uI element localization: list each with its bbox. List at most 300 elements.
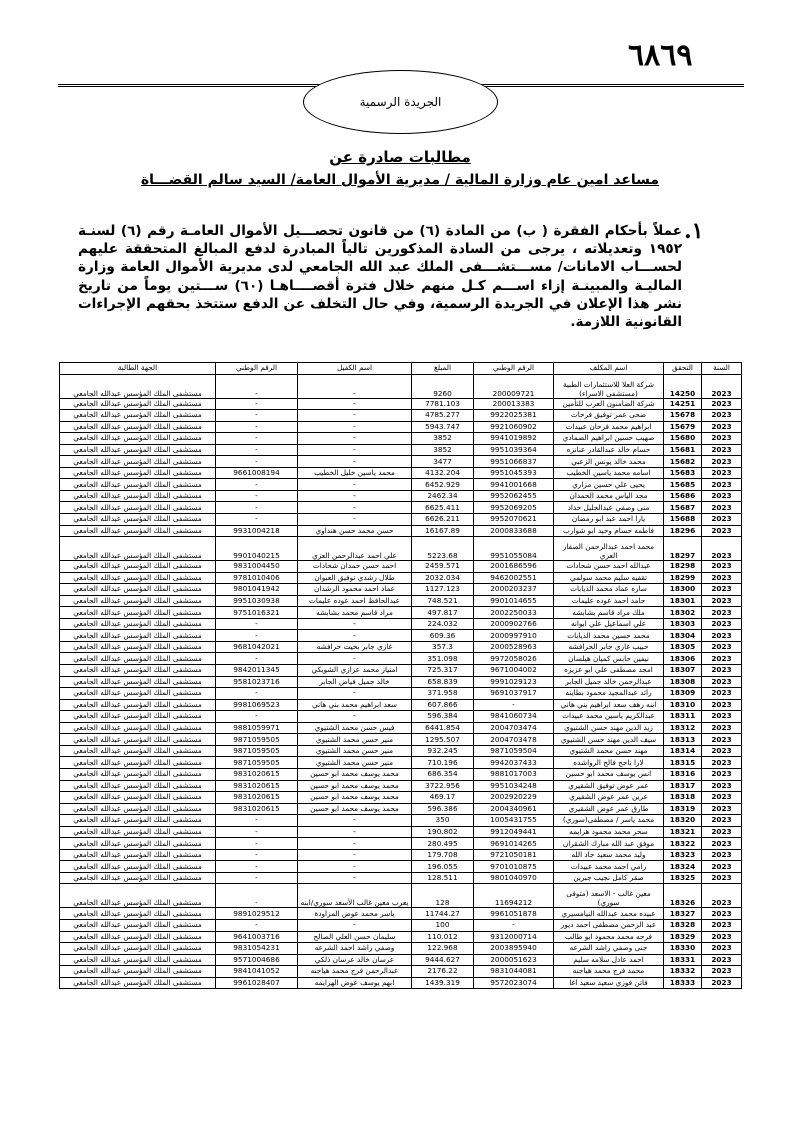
cell-requesting-body: مستشفى الملك المؤسس عبدالله الجامعي bbox=[60, 861, 216, 873]
table-row bbox=[60, 908, 742, 920]
table-row bbox=[60, 722, 742, 734]
cell-national-id: 9951055084 bbox=[474, 537, 554, 561]
cell-claim-no: 15680 bbox=[664, 433, 702, 445]
cell-year: 2023 bbox=[702, 561, 742, 573]
cell-amount: 179.708 bbox=[412, 849, 474, 861]
cell-national-id: 9801040970 bbox=[474, 872, 554, 884]
header-debtor-name: اسم المكلف bbox=[554, 363, 664, 375]
table-row bbox=[60, 815, 742, 827]
cell-national-id: 9952069205 bbox=[474, 502, 554, 514]
cell-national-id: - bbox=[474, 919, 554, 931]
cell-amount: 596.386 bbox=[412, 803, 474, 815]
cell-amount: 3852 bbox=[412, 444, 474, 456]
cell-year: 2023 bbox=[702, 607, 742, 619]
cell-amount: 190.802 bbox=[412, 826, 474, 838]
table-row bbox=[60, 653, 742, 665]
cell-year: 2023 bbox=[702, 537, 742, 561]
cell-requesting-body: مستشفى الملك المؤسس عبدالله الجامعي bbox=[60, 688, 216, 700]
cell-year: 2023 bbox=[702, 595, 742, 607]
cell-requesting-body: مستشفى الملك المؤسس عبدالله الجامعي bbox=[60, 676, 216, 688]
cell-debtor-name: محمد خالد يونس الزعبي bbox=[554, 456, 664, 468]
cell-national-id: 9952070621 bbox=[474, 514, 554, 526]
cell-amount: 607.866 bbox=[412, 699, 474, 711]
cell-year: 2023 bbox=[702, 931, 742, 943]
cell-year: 2023 bbox=[702, 676, 742, 688]
cell-amount: 6625.411 bbox=[412, 502, 474, 514]
cell-guarantor-name: محمد يوسف محمد ابو حسين bbox=[298, 803, 412, 815]
cell-amount: 710.196 bbox=[412, 757, 474, 769]
cell-national-id: 9952062455 bbox=[474, 490, 554, 502]
cell-claim-no: 18322 bbox=[664, 838, 702, 850]
table-row bbox=[60, 792, 742, 804]
table-row bbox=[60, 410, 742, 422]
cell-guarantor-name: سعد ابراهيم محمد بني هاني bbox=[298, 699, 412, 711]
cell-guarantor-id: - bbox=[216, 884, 298, 908]
cell-year: 2023 bbox=[702, 502, 742, 514]
cell-amount: 11744.27 bbox=[412, 908, 474, 920]
cell-debtor-name: اسامه محمد ياسين الخطيب bbox=[554, 467, 664, 479]
header-national-id: الرقم الوطني bbox=[474, 363, 554, 375]
cell-national-id: 9951066837 bbox=[474, 456, 554, 468]
cell-claim-no: 15679 bbox=[664, 421, 702, 433]
cell-year: 2023 bbox=[702, 780, 742, 792]
cell-amount: 4132.204 bbox=[412, 467, 474, 479]
table-row bbox=[60, 479, 742, 491]
cell-national-id: 11694212 bbox=[474, 884, 554, 908]
cell-requesting-body: مستشفى الملك المؤسس عبدالله الجامعي bbox=[60, 595, 216, 607]
cell-debtor-name: نيفين حابس كميان هيلسان bbox=[554, 653, 664, 665]
cell-guarantor-name: - bbox=[298, 815, 412, 827]
cell-guarantor-id: 9681042021 bbox=[216, 641, 298, 653]
cell-requesting-body: مستشفى الملك المؤسس عبدالله الجامعي bbox=[60, 699, 216, 711]
cell-guarantor-name: محمد يوسف محمد ابو حسين bbox=[298, 780, 412, 792]
cell-amount: 1295.507 bbox=[412, 734, 474, 746]
table-row bbox=[60, 757, 742, 769]
cell-national-id: 200013383 bbox=[474, 398, 554, 410]
cell-debtor-name: موفق عبد الله مبارك الشقران bbox=[554, 838, 664, 850]
cell-claim-no: 18312 bbox=[664, 722, 702, 734]
cell-national-id: 9701010875 bbox=[474, 861, 554, 873]
cell-amount: 2462.34 bbox=[412, 490, 474, 502]
cell-year: 2023 bbox=[702, 722, 742, 734]
cell-debtor-name: سحر محمد محمود هزايمه bbox=[554, 826, 664, 838]
cell-debtor-name: شركة الضامنون العرب للتأمين bbox=[554, 398, 664, 410]
cell-year: 2023 bbox=[702, 699, 742, 711]
cell-requesting-body: مستشفى الملك المؤسس عبدالله الجامعي bbox=[60, 908, 216, 920]
cell-requesting-body: مستشفى الملك المؤسس عبدالله الجامعي bbox=[60, 977, 216, 989]
cell-claim-no: 18327 bbox=[664, 908, 702, 920]
cell-national-id: 9942037433 bbox=[474, 757, 554, 769]
cell-guarantor-id: - bbox=[216, 919, 298, 931]
table-row bbox=[60, 398, 742, 410]
cell-requesting-body: مستشفى الملك المؤسس عبدالله الجامعي bbox=[60, 607, 216, 619]
cell-debtor-name: رائد عبدالمجيد محمود بطاينه bbox=[554, 688, 664, 700]
cell-claim-no: 18315 bbox=[664, 757, 702, 769]
cell-debtor-name: انس يوسف محمد ابو حسين bbox=[554, 768, 664, 780]
cell-guarantor-id: - bbox=[216, 653, 298, 665]
cell-guarantor-name: - bbox=[298, 688, 412, 700]
cell-amount: 371.958 bbox=[412, 688, 474, 700]
cell-guarantor-id: - bbox=[216, 618, 298, 630]
cell-guarantor-name: - bbox=[298, 849, 412, 861]
cell-amount: 357.3 bbox=[412, 641, 474, 653]
cell-claim-no: 18296 bbox=[664, 525, 702, 537]
cell-debtor-name: سيف الدين مهند حسن الشتيوي bbox=[554, 734, 664, 746]
cell-amount: 9444.627 bbox=[412, 954, 474, 966]
cell-requesting-body: مستشفى الملك المؤسس عبدالله الجامعي bbox=[60, 838, 216, 850]
cell-guarantor-id: 9842011345 bbox=[216, 665, 298, 677]
cell-requesting-body: مستشفى الملك المؤسس عبدالله الجامعي bbox=[60, 410, 216, 422]
cell-guarantor-name: عبدالرحمن فرج محمد هياجنه bbox=[298, 966, 412, 978]
cell-year: 2023 bbox=[702, 734, 742, 746]
cell-year: 2023 bbox=[702, 630, 742, 642]
cell-guarantor-name: خالد جميل فياض الجابر bbox=[298, 676, 412, 688]
cell-national-id: 200009721 bbox=[474, 374, 554, 398]
cell-claim-no: 18305 bbox=[664, 641, 702, 653]
claims-subtitle: مساعد امين عام وزارة المالية / مديرية الأموال العامة/ السيد سالم القضـــاة bbox=[140, 172, 660, 188]
cell-amount: 110.012 bbox=[412, 931, 474, 943]
header-requesting-body: الجهة الطالبة bbox=[60, 363, 216, 375]
cell-guarantor-id: - bbox=[216, 711, 298, 723]
table-row bbox=[60, 745, 742, 757]
cell-national-id: 2004703478 bbox=[474, 734, 554, 746]
cell-guarantor-id: - bbox=[216, 421, 298, 433]
cell-requesting-body: مستشفى الملك المؤسس عبدالله الجامعي bbox=[60, 768, 216, 780]
cell-claim-no: 18304 bbox=[664, 630, 702, 642]
table-row bbox=[60, 584, 742, 596]
cell-year: 2023 bbox=[702, 374, 742, 398]
cell-requesting-body: مستشفى الملك المؤسس عبدالله الجامعي bbox=[60, 780, 216, 792]
cell-guarantor-id: 9751016321 bbox=[216, 607, 298, 619]
cell-debtor-name: صهيب حسين ابراهيم الصمادي bbox=[554, 433, 664, 445]
table-row bbox=[60, 826, 742, 838]
cell-guarantor-id: 9831020615 bbox=[216, 803, 298, 815]
cell-amount: 5223.68 bbox=[412, 537, 474, 561]
cell-claim-no: 18316 bbox=[664, 768, 702, 780]
cell-year: 2023 bbox=[702, 884, 742, 908]
cell-amount: 4785.277 bbox=[412, 410, 474, 422]
cell-claim-no: 15688 bbox=[664, 514, 702, 526]
cell-guarantor-id: 9831054231 bbox=[216, 943, 298, 955]
cell-requesting-body: مستشفى الملك المؤسس عبدالله الجامعي bbox=[60, 722, 216, 734]
cell-debtor-name: عبدالكريم ياسين محمد عبيدات bbox=[554, 711, 664, 723]
header-guarantor-id: الرقم الوطني bbox=[216, 363, 298, 375]
cell-claim-no: 14251 bbox=[664, 398, 702, 410]
cell-guarantor-name: محمد ياسين خليل الخطيب bbox=[298, 467, 412, 479]
cell-guarantor-id: 9661008194 bbox=[216, 467, 298, 479]
cell-national-id: 9921060902 bbox=[474, 421, 554, 433]
cell-amount: 596.384 bbox=[412, 711, 474, 723]
cell-year: 2023 bbox=[702, 421, 742, 433]
cell-year: 2023 bbox=[702, 768, 742, 780]
cell-guarantor-id: - bbox=[216, 872, 298, 884]
cell-debtor-name: علي اسماعيل علي ابوانه bbox=[554, 618, 664, 630]
cell-claim-no: 18298 bbox=[664, 561, 702, 573]
cell-guarantor-id: 9781010406 bbox=[216, 572, 298, 584]
cell-amount: 686.354 bbox=[412, 768, 474, 780]
claims-title: مطالبات صادرة عن bbox=[329, 148, 471, 166]
cell-requesting-body: مستشفى الملك المؤسس عبدالله الجامعي bbox=[60, 943, 216, 955]
cell-guarantor-id: 9871059505 bbox=[216, 734, 298, 746]
cell-requesting-body: مستشفى الملك المؤسس عبدالله الجامعي bbox=[60, 919, 216, 931]
cell-debtor-name: عرين عمر عوض الشقيري bbox=[554, 792, 664, 804]
cell-claim-no: 18301 bbox=[664, 595, 702, 607]
cell-guarantor-id: - bbox=[216, 410, 298, 422]
cell-guarantor-name: حسن محمد حسن هنداوي bbox=[298, 525, 412, 537]
cell-guarantor-name: - bbox=[298, 490, 412, 502]
cell-claim-no: 18314 bbox=[664, 745, 702, 757]
cell-guarantor-id: 9871059505 bbox=[216, 757, 298, 769]
cell-guarantor-id: - bbox=[216, 398, 298, 410]
cell-national-id: 9871059504 bbox=[474, 745, 554, 757]
cell-year: 2023 bbox=[702, 954, 742, 966]
cell-debtor-name: مهند حسن محمد الشتيوي bbox=[554, 745, 664, 757]
cell-debtor-name: عبدالرحمن خالد جميل الجابر bbox=[554, 676, 664, 688]
table-row bbox=[60, 884, 742, 908]
cell-debtor-name: يارا احمد عبد ابو رمضان bbox=[554, 514, 664, 526]
paragraph-number: ١. bbox=[684, 218, 704, 244]
cell-requesting-body: مستشفى الملك المؤسس عبدالله الجامعي bbox=[60, 745, 216, 757]
cell-year: 2023 bbox=[702, 688, 742, 700]
cell-year: 2023 bbox=[702, 757, 742, 769]
cell-requesting-body: مستشفى الملك المؤسس عبدالله الجامعي bbox=[60, 525, 216, 537]
cell-amount: 2459.571 bbox=[412, 561, 474, 573]
cell-requesting-body: مستشفى الملك المؤسس عبدالله الجامعي bbox=[60, 490, 216, 502]
header-oval-label: الجريدة الرسمية bbox=[359, 95, 442, 109]
cell-debtor-name: محمد احمد عبدالرحمن الصفار العزي bbox=[554, 537, 664, 561]
cell-guarantor-name: منير حسن محمد الشتيوي bbox=[298, 745, 412, 757]
cell-national-id: 2000203237 bbox=[474, 584, 554, 596]
cell-guarantor-name: - bbox=[298, 872, 412, 884]
table-row bbox=[60, 966, 742, 978]
cell-guarantor-id: 9931004218 bbox=[216, 525, 298, 537]
cell-year: 2023 bbox=[702, 410, 742, 422]
cell-guarantor-name: طلال رشدي توفيق العبوان bbox=[298, 572, 412, 584]
cell-year: 2023 bbox=[702, 966, 742, 978]
cell-national-id: 9951039364 bbox=[474, 444, 554, 456]
cell-claim-no: 18329 bbox=[664, 931, 702, 943]
cell-requesting-body: مستشفى الملك المؤسس عبدالله الجامعي bbox=[60, 479, 216, 491]
cell-amount: 469.17 bbox=[412, 792, 474, 804]
cell-year: 2023 bbox=[702, 398, 742, 410]
cell-claim-no: 18307 bbox=[664, 665, 702, 677]
cell-amount: 100 bbox=[412, 919, 474, 931]
cell-amount: 1127.123 bbox=[412, 584, 474, 596]
cell-guarantor-name: علي احمد عبدالرحمن العزي bbox=[298, 537, 412, 561]
header-oval bbox=[303, 70, 498, 134]
cell-guarantor-name: - bbox=[298, 838, 412, 850]
cell-requesting-body: مستشفى الملك المؤسس عبدالله الجامعي bbox=[60, 537, 216, 561]
cell-year: 2023 bbox=[702, 826, 742, 838]
cell-year: 2023 bbox=[702, 433, 742, 445]
table-row bbox=[60, 849, 742, 861]
cell-guarantor-id: 9961028407 bbox=[216, 977, 298, 989]
cell-claim-no: 15686 bbox=[664, 490, 702, 502]
table-row bbox=[60, 734, 742, 746]
cell-year: 2023 bbox=[702, 849, 742, 861]
cell-claim-no: 18328 bbox=[664, 919, 702, 931]
cell-requesting-body: مستشفى الملك المؤسس عبدالله الجامعي bbox=[60, 444, 216, 456]
cell-guarantor-name: - bbox=[298, 479, 412, 491]
cell-national-id: 9572023074 bbox=[474, 977, 554, 989]
cell-national-id: 2000902766 bbox=[474, 618, 554, 630]
cell-claim-no: 18320 bbox=[664, 815, 702, 827]
cell-guarantor-name: عبدالحافظ احمد عوده عليمات bbox=[298, 595, 412, 607]
cell-claim-no: 18331 bbox=[664, 954, 702, 966]
cell-debtor-name: عبد الرحمن مصطفى احمد ديور bbox=[554, 919, 664, 931]
table-row bbox=[60, 618, 742, 630]
cell-debtor-name: طارق عمر عوض الشقيري bbox=[554, 803, 664, 815]
cell-requesting-body: مستشفى الملك المؤسس عبدالله الجامعي bbox=[60, 374, 216, 398]
cell-guarantor-name: منير حسن محمد الشتيوي bbox=[298, 734, 412, 746]
cell-guarantor-id: 9831020615 bbox=[216, 780, 298, 792]
cell-guarantor-name: - bbox=[298, 826, 412, 838]
cell-guarantor-name: محمد يوسف محمد ابو حسين bbox=[298, 792, 412, 804]
cell-guarantor-id: - bbox=[216, 433, 298, 445]
table-row bbox=[60, 595, 742, 607]
cell-requesting-body: مستشفى الملك المؤسس عبدالله الجامعي bbox=[60, 467, 216, 479]
cell-national-id: 9831044081 bbox=[474, 966, 554, 978]
cell-claim-no: 14250 bbox=[664, 374, 702, 398]
table-row bbox=[60, 607, 742, 619]
cell-guarantor-name: مراد قاسم محمد بشابشه bbox=[298, 607, 412, 619]
cell-guarantor-name: - bbox=[298, 444, 412, 456]
cell-requesting-body: مستشفى الملك المؤسس عبدالله الجامعي bbox=[60, 456, 216, 468]
cell-year: 2023 bbox=[702, 943, 742, 955]
cell-claim-no: 18323 bbox=[664, 849, 702, 861]
cell-amount: 2032.034 bbox=[412, 572, 474, 584]
cell-national-id: 9922025381 bbox=[474, 410, 554, 422]
cell-requesting-body: مستشفى الملك المؤسس عبدالله الجامعي bbox=[60, 966, 216, 978]
cell-guarantor-id: 9871059505 bbox=[216, 745, 298, 757]
cell-national-id: 9671004002 bbox=[474, 665, 554, 677]
cell-guarantor-id: 9831020615 bbox=[216, 768, 298, 780]
table-row bbox=[60, 688, 742, 700]
cell-guarantor-id: - bbox=[216, 849, 298, 861]
cell-requesting-body: مستشفى الملك المؤسس عبدالله الجامعي bbox=[60, 803, 216, 815]
header-amount: المبلغ bbox=[412, 363, 474, 375]
cell-claim-no: 18326 bbox=[664, 884, 702, 908]
cell-debtor-name: ضحى عمر توفيق فرحات bbox=[554, 410, 664, 422]
cell-year: 2023 bbox=[702, 815, 742, 827]
cell-year: 2023 bbox=[702, 872, 742, 884]
cell-amount: 351.098 bbox=[412, 653, 474, 665]
cell-guarantor-id: - bbox=[216, 861, 298, 873]
cell-guarantor-id: 9801041942 bbox=[216, 584, 298, 596]
cell-amount: 658.839 bbox=[412, 676, 474, 688]
cell-claim-no: 18330 bbox=[664, 943, 702, 955]
cell-amount: 6452.929 bbox=[412, 479, 474, 491]
cell-national-id: 9972058026 bbox=[474, 653, 554, 665]
cell-year: 2023 bbox=[702, 514, 742, 526]
cell-guarantor-name: سليمان حسن العلي الصالح bbox=[298, 931, 412, 943]
cell-national-id: 2000528963 bbox=[474, 641, 554, 653]
cell-requesting-body: مستشفى الملك المؤسس عبدالله الجامعي bbox=[60, 815, 216, 827]
cell-requesting-body: مستشفى الملك المؤسس عبدالله الجامعي bbox=[60, 618, 216, 630]
cell-national-id: 2000051623 bbox=[474, 954, 554, 966]
cell-debtor-name: امجد مصطفى علي ابو عزيزه bbox=[554, 665, 664, 677]
cell-year: 2023 bbox=[702, 490, 742, 502]
cell-year: 2023 bbox=[702, 745, 742, 757]
cell-amount: 932.245 bbox=[412, 745, 474, 757]
cell-amount: 497.817 bbox=[412, 607, 474, 619]
table-row bbox=[60, 711, 742, 723]
cell-debtor-name: ابنه رهف سعد ابراهيم بني هاني bbox=[554, 699, 664, 711]
cell-guarantor-id: - bbox=[216, 838, 298, 850]
cell-guarantor-id: - bbox=[216, 514, 298, 526]
cell-amount: 3722.956 bbox=[412, 780, 474, 792]
cell-debtor-name: حامد احمد عوده عليمات bbox=[554, 595, 664, 607]
paragraph-text: عملاً بأحكام الفقرة ( ب) من المادة (٦) من قانون تحصـــيل الأموال العامـة رقم (٦) لسنـة ١٩٥٢ وتعديلاته ، يرجى من السادة المذكورين تالياً المبادرة لدفع المبالغ المتحققة عليهم لحســـاب الامانات/ مســـتشـــفى الملك عبد الله الجامعي لدى مديرية الأموال العامة وزارة الماليـة والمبينـة إزاء اســـم كـل منهم خلال فترة أقصــــاهـا (٦٠) ســـتين يوماً من تاريخ نشر هذا الإعلان في الجريدة الرسمية، وفي حال التخلف عن الدفع ستتخذ بحقهم الإجراءات القانونية اللازمة. bbox=[78, 223, 683, 331]
cell-requesting-body: مستشفى الملك المؤسس عبدالله الجامعي bbox=[60, 572, 216, 584]
cell-debtor-name: حسام خالد عبدالقادر عنانزه bbox=[554, 444, 664, 456]
cell-year: 2023 bbox=[702, 908, 742, 920]
cell-amount: 748.521 bbox=[412, 595, 474, 607]
cell-debtor-name: تقفيه سليم محمد سولمي bbox=[554, 572, 664, 584]
cell-amount: 1439.319 bbox=[412, 977, 474, 989]
cell-guarantor-id: - bbox=[216, 630, 298, 642]
cell-guarantor-name: - bbox=[298, 618, 412, 630]
cell-claim-no: 18332 bbox=[664, 966, 702, 978]
cell-national-id: 1005431755 bbox=[474, 815, 554, 827]
cell-national-id: 2000833688 bbox=[474, 525, 554, 537]
cell-guarantor-name: - bbox=[298, 456, 412, 468]
cell-year: 2023 bbox=[702, 977, 742, 989]
cell-guarantor-name: قيس حسن محمد الشتيوي bbox=[298, 722, 412, 734]
cell-amount: 725.317 bbox=[412, 665, 474, 677]
cell-guarantor-name: - bbox=[298, 502, 412, 514]
cell-guarantor-id: 9951030938 bbox=[216, 595, 298, 607]
cell-requesting-body: مستشفى الملك المؤسس عبدالله الجامعي bbox=[60, 711, 216, 723]
cell-debtor-name: عبدالله احمد حسن شحادات bbox=[554, 561, 664, 573]
table-row bbox=[60, 433, 742, 445]
cell-requesting-body: مستشفى الملك المؤسس عبدالله الجامعي bbox=[60, 630, 216, 642]
cell-requesting-body: مستشفى الملك المؤسس عبدالله الجامعي bbox=[60, 826, 216, 838]
cell-requesting-body: مستشفى الملك المؤسس عبدالله الجامعي bbox=[60, 561, 216, 573]
cell-claim-no: 18319 bbox=[664, 803, 702, 815]
cell-guarantor-id: 9641003716 bbox=[216, 931, 298, 943]
cell-debtor-name: فاطمه حسام وحيد ابو شوارب bbox=[554, 525, 664, 537]
cell-national-id: 2004703474 bbox=[474, 722, 554, 734]
cell-amount: 128.511 bbox=[412, 872, 474, 884]
cell-guarantor-name: - bbox=[298, 653, 412, 665]
cell-requesting-body: مستشفى الملك المؤسس عبدالله الجامعي bbox=[60, 872, 216, 884]
cell-national-id: 2003895940 bbox=[474, 943, 554, 955]
cell-national-id: 2004340961 bbox=[474, 803, 554, 815]
table-row bbox=[60, 502, 742, 514]
cell-amount: 16167.89 bbox=[412, 525, 474, 537]
cell-requesting-body: مستشفى الملك المؤسس عبدالله الجامعي bbox=[60, 931, 216, 943]
cell-debtor-name: وليد محمد سعيد جاد الله bbox=[554, 849, 664, 861]
cell-debtor-name: فرحه محمد محمود ابو طالب bbox=[554, 931, 664, 943]
cell-claim-no: 18309 bbox=[664, 688, 702, 700]
cell-guarantor-id: 9981069523 bbox=[216, 699, 298, 711]
cell-national-id: - bbox=[474, 699, 554, 711]
cell-guarantor-id: 9901040215 bbox=[216, 537, 298, 561]
cell-claim-no: 18325 bbox=[664, 872, 702, 884]
cell-guarantor-id: - bbox=[216, 688, 298, 700]
cell-guarantor-id: - bbox=[216, 374, 298, 398]
cell-requesting-body: مستشفى الملك المؤسس عبدالله الجامعي bbox=[60, 849, 216, 861]
cell-guarantor-id: 9881059971 bbox=[216, 722, 298, 734]
cell-guarantor-id: 9841041052 bbox=[216, 966, 298, 978]
cell-debtor-name: صقر كامل نجيب جبرين bbox=[554, 872, 664, 884]
table-row bbox=[60, 780, 742, 792]
cell-year: 2023 bbox=[702, 919, 742, 931]
cell-amount: 5943.747 bbox=[412, 421, 474, 433]
table-row bbox=[60, 456, 742, 468]
cell-debtor-name: شركة العلا للاستثمارات الطبية (مستشفى الاسراء) bbox=[554, 374, 664, 398]
